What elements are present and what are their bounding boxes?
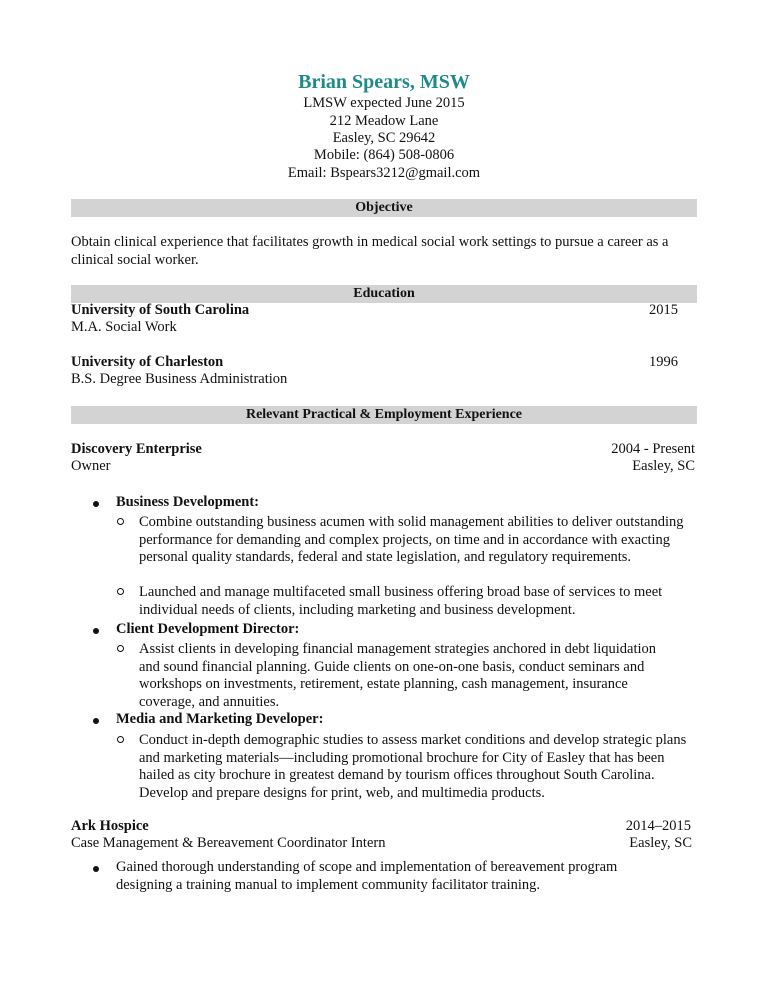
employer-name: Ark Hospice [71,818,149,834]
mobile-line: Mobile: (864) 508-0806 [313,147,455,163]
education-year: 1996 [649,354,678,370]
job-title: Case Management & Bereavement Coordinator Intern [71,835,386,851]
sub-bullet-icon [117,518,124,525]
sub-bullet-icon [117,736,124,743]
credential-line: LMSW expected June 2015 [303,95,465,111]
degree-name: B.S. Degree Business Administration [71,371,288,387]
bullet-icon [93,501,99,507]
detail-item: Gained thorough understanding of scope and implementation of bereavement program designing a training manual to implement community facilitator training. [116,859,618,893]
detail-item: Launched and manage multifaceted small business offering broad base of services to meet individual needs of clients, including marketing and business development. [139,584,663,618]
education-heading: Education [71,285,697,303]
sub-bullet-icon [117,645,124,652]
school-name: University of South Carolina [71,302,250,318]
objective-heading: Objective [71,199,697,217]
employer-name: Discovery Enterprise [71,441,202,457]
job-location: Easley, SC [629,835,692,851]
school-name: University of Charleston [71,354,224,370]
email-line: Email: Bspears3212@gmail.com [287,165,481,181]
address-line-1: 212 Meadow Lane [329,113,439,129]
group-label: Media and Marketing Developer: [116,711,324,727]
group-label: Business Development: [116,494,259,510]
degree-name: M.A. Social Work [71,319,177,335]
job-title: Owner [71,458,111,474]
bullet-icon [93,866,99,872]
job-dates: 2014–2015 [625,818,691,834]
sub-bullet-icon [117,588,124,595]
group-label: Client Development Director: [116,621,300,637]
applicant-name: Brian Spears, MSW [298,71,470,93]
bullet-icon [93,628,99,634]
detail-item: Assist clients in developing financial management strategies anchored in debt liquidation and sound financial planning. Guide clients on one-on-one basis, conduct seminars and workshops on investments, retirement, estate planning, cash management, insurance coverage, and annuities. [139,641,657,710]
bullet-icon [93,718,99,724]
address-line-2: Easley, SC 29642 [332,130,436,146]
job-location: Easley, SC [632,458,695,474]
objective-text: Obtain clinical experience that facilitates growth in medical social work settings to pursue a career as a clinical social worker. [71,234,669,268]
detail-item: Conduct in-depth demographic studies to assess market conditions and develop strategic plans and marketing materials—including promotional brochure for City of Easley that has been hailed as city brochure in greatest demand by tourism offices throughout South Carolina. Develop and prepare designs for print, web, and multimedia products. [139,732,687,801]
job-dates: 2004 - Present [611,441,695,457]
detail-item: Combine outstanding business acumen with solid management abilities to deliver outstanding performance for demanding and complex projects, on time and in accordance with exacting personal quality standards, federal and state legislation, and regulatory requirements. [139,514,684,565]
education-year: 2015 [649,302,678,318]
experience-heading: Relevant Practical & Employment Experience [71,406,697,424]
